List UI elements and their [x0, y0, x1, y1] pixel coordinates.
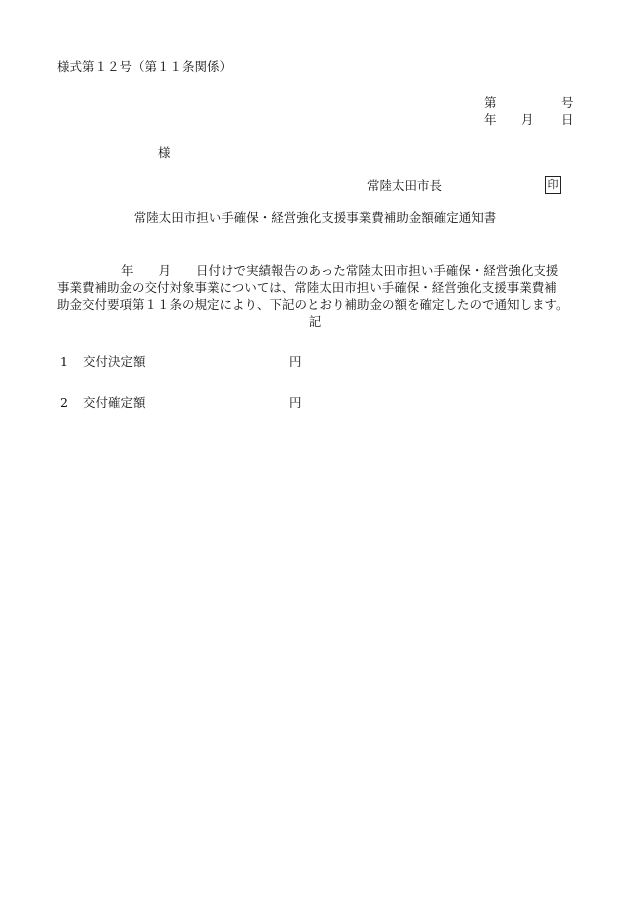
item-label: 交付決定額 — [83, 354, 146, 369]
item-unit: 円 — [289, 354, 302, 369]
date-year: 年 — [484, 112, 497, 127]
item-label: 交付確定額 — [83, 395, 146, 410]
item-number: 1 — [60, 354, 68, 369]
body-line-3: 助金交付要項第１１条の規定により、下記のとおり補助金の額を確定したので通知します。 — [57, 297, 569, 312]
item-unit: 円 — [289, 395, 302, 410]
issuer-name: 常陸太田市長 — [367, 178, 443, 193]
document-number-prefix: 第 — [484, 95, 497, 110]
date-month: 月 — [521, 112, 534, 127]
notice-body — [57, 262, 577, 313]
item-number: 2 — [60, 395, 68, 410]
document-number-suffix: 号 — [561, 95, 574, 110]
body-line-1: 年 月 日付けで実績報告のあった常陸太田市担い手確保・経営強化支援 — [121, 263, 559, 278]
body-line-2: 事業費補助金の交付対象事業については、常陸太田市担い手確保・経営強化支援事業費補 — [57, 280, 557, 295]
seal-mark: 印 — [545, 176, 561, 194]
form-number: 様式第１２号（第１１条関係） — [57, 59, 233, 74]
document-title: 常陸太田市担い手確保・経営強化支援事業費補助金額確定通知書 — [133, 210, 497, 225]
addressee: 様 — [158, 145, 171, 160]
ki-heading: 記 — [308, 314, 322, 329]
date-day: 日 — [561, 112, 574, 127]
